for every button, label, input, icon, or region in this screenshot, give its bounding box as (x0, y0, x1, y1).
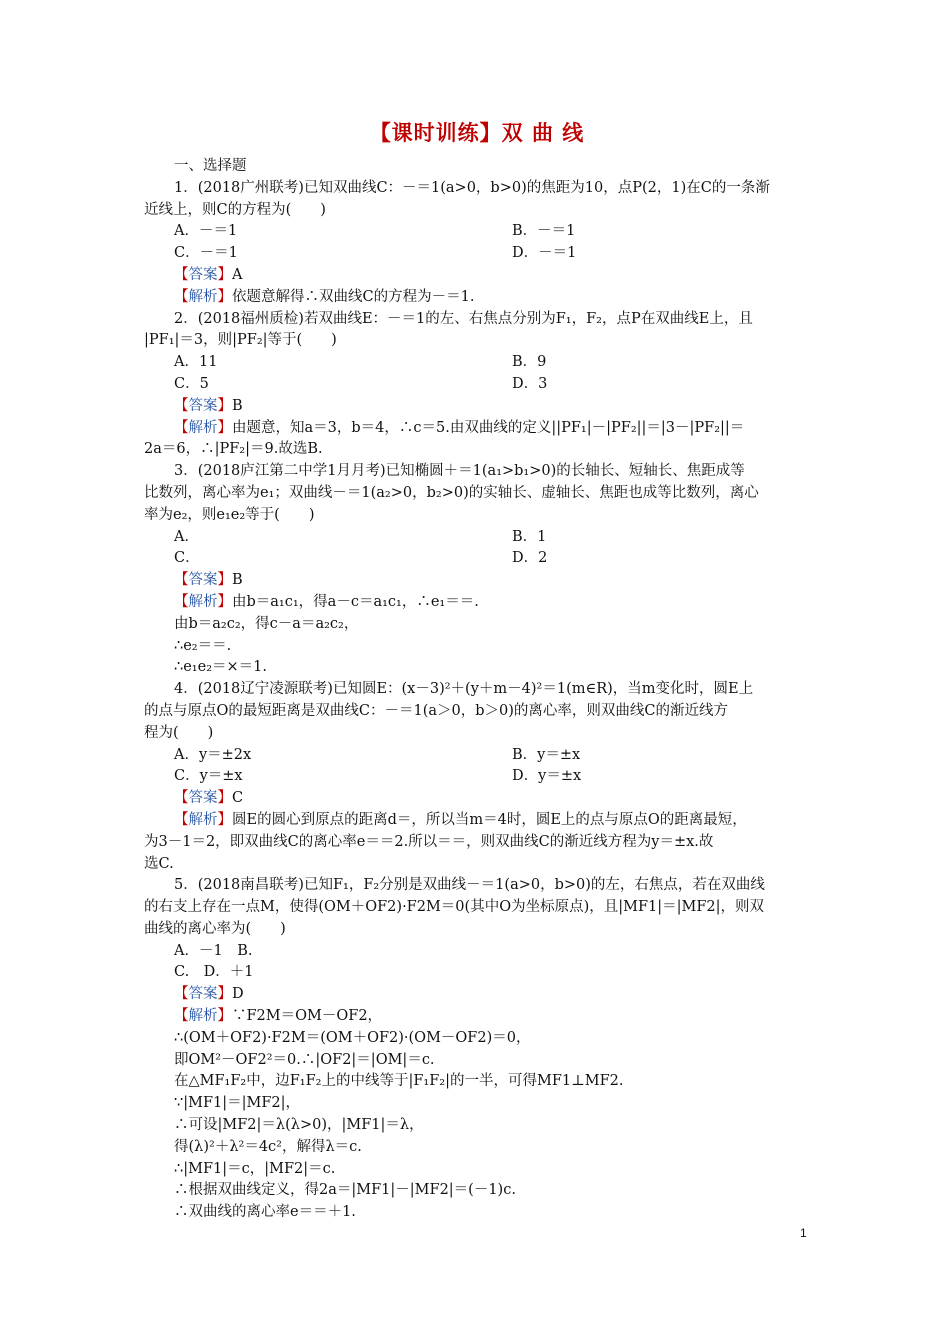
option-row (144, 352, 810, 374)
option: C．5 (174, 375, 209, 392)
line-text: ∵F2M＝OM－OF2， (232, 1008, 383, 1025)
option-row (144, 374, 810, 396)
text-line: 程为( ) (144, 724, 214, 741)
section-tag-label: 解析 (188, 811, 218, 828)
option: B．1 (512, 528, 547, 545)
line-text: D (232, 986, 244, 1003)
text-line: |PF₁|＝3，则|PF₂|等于( ) (144, 332, 337, 349)
analysis-line (144, 810, 810, 832)
section-tag-label: 答案 (188, 790, 218, 807)
option: D．2 (512, 550, 548, 567)
text-line: 2．(2018福州质检)若双曲线E：－＝1的左、右焦点分别为F₁，F₂，点P在双曲线E上，且 (174, 310, 753, 327)
option-row (144, 243, 810, 265)
line-text: B (232, 572, 243, 589)
option: C． (174, 550, 200, 567)
line-text: A (232, 266, 243, 283)
line-text: B (232, 397, 243, 414)
option-row (144, 527, 810, 549)
text-line: C. D．＋1 (174, 964, 254, 981)
option: A． (174, 528, 199, 545)
text-line: 曲线的离心率为( ) (144, 920, 286, 937)
text-line: 2a＝6，∴|PF₂|＝9.故选B. (144, 441, 323, 458)
option-row (144, 548, 810, 570)
text-line: 即OM²－OF2²＝0.∴|OF2|＝|OM|＝c. (174, 1051, 435, 1068)
section-tag: 【解析】 (174, 288, 232, 305)
option: B．9 (512, 354, 547, 371)
option: B．－＝1 (512, 223, 576, 240)
text-line: 近线上，则C的方程为( ) (144, 201, 326, 218)
option-row (144, 766, 810, 788)
section-tag-label: 解析 (188, 1008, 218, 1025)
text-line: 5．(2018南昌联考)已知F₁，F₂分别是双曲线－＝1(a>0，b>0)的左，右焦点，若在双曲线 (174, 877, 765, 894)
section-tag: 【解析】 (174, 593, 232, 610)
option: A．－＝1 (174, 223, 238, 240)
section-tag-label: 解析 (188, 593, 218, 610)
text-line: ∴可设|MF2|＝λ(λ>0)，|MF1|＝λ， (174, 1117, 424, 1134)
text-line: 为3－1＝2，即双曲线C的离心率e＝＝2.所以＝＝，则双曲线C的渐近线方程为y＝±x.故 (144, 833, 714, 850)
text-line: 的点与原点O的最短距离是双曲线C：－＝1(a＞0，b＞0)的离心率，则双曲线C的渐近线方 (144, 702, 728, 719)
section-tag: 【答案】 (174, 572, 232, 589)
text-line: 4．(2018辽宁凌源联考)已知圆E：(x－3)²＋(y＋m－4)²＝1(m∈R)，当m变化时，圆E上 (174, 681, 754, 698)
option: B．y＝±x (512, 746, 581, 763)
section-tag: 【答案】 (174, 986, 232, 1003)
analysis-line (144, 592, 810, 614)
analysis-line (144, 1006, 810, 1028)
text-line: 比数列，离心率为e₁；双曲线－＝1(a₂>0，b₂>0)的实轴长、虚轴长、焦距也成等比数列，离心 (144, 484, 759, 501)
section-tag-label: 答案 (188, 266, 218, 283)
text-line: ∴双曲线的离心率e＝＝＋1. (174, 1204, 356, 1221)
line-text: 由题意，知a＝3，b＝4，∴c＝5.由双曲线的定义||PF₁|－|PF₂||＝|3－|PF₂||＝ (232, 419, 745, 436)
section-tag: 【解析】 (174, 1008, 232, 1025)
answer-line (144, 788, 810, 810)
analysis-line (144, 418, 810, 440)
text-line: 得(λ)²＋λ²＝4c²，解得λ＝c. (174, 1138, 362, 1155)
document-body (144, 156, 810, 1224)
option-row (144, 221, 810, 243)
section-tag-label: 答案 (188, 986, 218, 1003)
page-title: 【课时训练】双 曲 线 (369, 120, 585, 145)
option: C．－＝1 (174, 245, 238, 262)
section-tag: 【解析】 (174, 811, 232, 828)
section-tag: 【解析】 (174, 419, 232, 436)
text-line: ∴(OM＋OF2)·F2M＝(OM＋OF2)·(OM－OF2)＝0， (174, 1029, 531, 1046)
line-text: 依题意解得∴双曲线C的方程为－＝1. (232, 288, 475, 305)
answer-line (144, 396, 810, 418)
section-tag: 【答案】 (174, 266, 232, 283)
content (144, 118, 810, 1224)
page-number: 1 (800, 1226, 807, 1240)
option: D．－＝1 (512, 245, 577, 262)
section-tag-label: 解析 (188, 419, 218, 436)
text-line: 的右支上存在一点M，使得(OM＋OF2)·F2M＝0(其中O为坐标原点)，且|MF1|＝|MF2|，则双 (144, 899, 765, 916)
option: C．y＝±x (174, 768, 243, 785)
option: A．11 (174, 354, 218, 371)
text-line: 率为e₂，则e₁e₂等于( ) (144, 506, 315, 523)
analysis-line (144, 287, 810, 309)
answer-line (144, 265, 810, 287)
text-line: 由b＝a₂c₂，得c－a＝a₂c₂， (174, 615, 359, 632)
text-line: ∵|MF1|＝|MF2|， (174, 1095, 301, 1112)
option: D．3 (512, 375, 548, 392)
text-line: 1．(2018广州联考)已知双曲线C：－＝1(a>0，b>0)的焦距为10，点P(2，1)在C的一条渐 (174, 179, 770, 196)
section-tag-label: 答案 (188, 397, 218, 414)
line-text: 由b＝a₁c₁，得a－c＝a₁c₁，∴e₁＝＝. (232, 593, 479, 610)
line-text: 圆E的圆心到原点的距离d＝，所以当m＝4时，圆E上的点与原点O的距离最短， (232, 811, 747, 828)
answer-line (144, 984, 810, 1006)
option: D．y＝±x (512, 768, 582, 785)
option: A．y＝±2x (174, 746, 252, 763)
section-tag: 【答案】 (174, 397, 232, 414)
line-text: C (232, 790, 244, 807)
section-tag-label: 解析 (188, 288, 218, 305)
text-line: 3．(2018庐江第二中学1月月考)已知椭圆＋＝1(a₁>b₁>0)的长轴长、短轴长、焦距成等 (174, 463, 745, 480)
answer-line (144, 570, 810, 592)
text-line: ∴|MF1|＝c，|MF2|＝c. (174, 1160, 336, 1177)
option-row (144, 745, 810, 767)
text-line: A．－1 B. (174, 942, 253, 959)
text-line: ∴e₂＝＝. (174, 637, 232, 654)
text-line: 一、选择题 (174, 158, 247, 174)
text-line: ∴e₁e₂＝×＝1. (174, 659, 267, 676)
section-tag-label: 答案 (188, 572, 218, 589)
text-line: 在△MF₁F₂中，边F₁F₂上的中线等于|F₁F₂|的一半，可得MF1⊥MF2. (174, 1073, 624, 1090)
text-line: 选C. (144, 855, 174, 872)
text-line: ∴根据双曲线定义，得2a＝|MF1|－|MF2|＝(－1)c. (174, 1182, 516, 1199)
section-tag: 【答案】 (174, 790, 232, 807)
